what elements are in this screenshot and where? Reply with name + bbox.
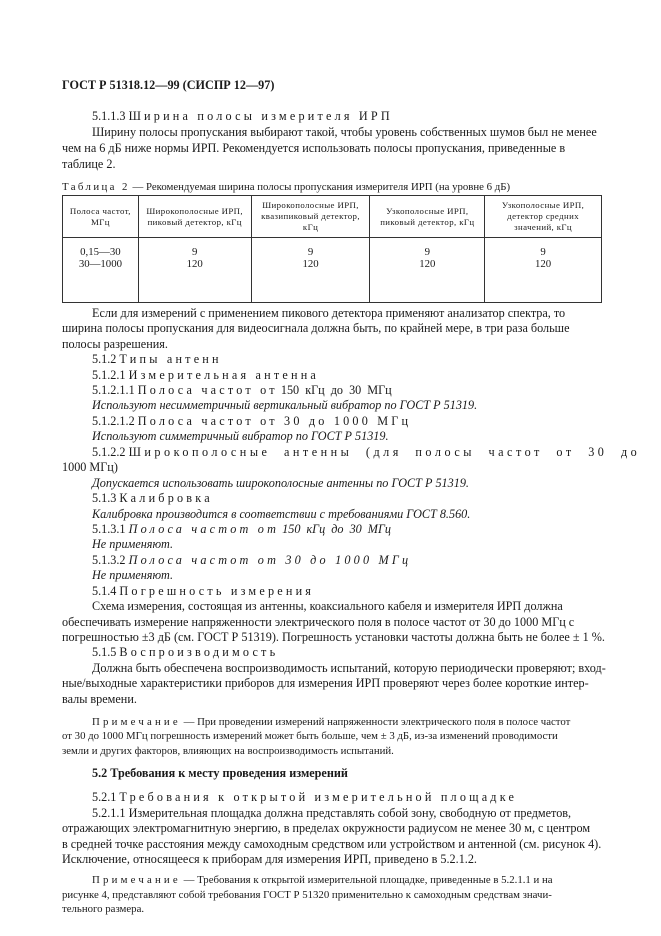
text-line: обеспечивать измерение напряженности электрического поля в полосе частот от 30 до 1000 МГц с xyxy=(62,614,575,629)
note-label: Примечание xyxy=(92,715,181,728)
note-line: от 30 до 1000 МГц погрешность измерений может быть больше, чем ± 3 дБ, из-за изменений проводимости xyxy=(62,730,558,743)
section-52-heading: 5.2 Требования к месту проведения измерений xyxy=(92,766,348,781)
section-5122-heading: 5.1.2.2 Широкополосные антенны (для полосы частот от 30 до xyxy=(92,444,641,459)
section-51211-heading: 5.1.2.1.1 Полоса частот от 150 кГц до 30 МГц xyxy=(92,382,392,397)
text-line: чем на 6 дБ ниже нормы ИРП. Рекомендуется использовать полосы пропускания, приведенные в xyxy=(62,141,566,155)
section-title: Ширина полосы измерителя ИРП xyxy=(128,109,393,123)
text-line: Схема измерения, состоящая из антенны, коаксиального кабеля и измерителя ИРП должна xyxy=(92,599,563,614)
table-cell-value: 9 120 xyxy=(485,238,602,303)
text-line: отражающих электромагнитную энергию, в пределах окружности радиусом не менее 30 м, с центром xyxy=(62,821,591,836)
section-number: 5.1.1.3 xyxy=(92,109,126,123)
table-caption-text: — Рекомендуемая ширина полосы пропускания измерителя ИРП (на уровне 6 дБ) xyxy=(132,181,511,193)
text-line: Калибровка производится в соответствии с требованиями ГОСТ 8.560. xyxy=(92,506,471,521)
table-header-cell: Широкополосные ИРП, пиковый детектор, кГц xyxy=(138,196,251,238)
table-cell-value: 9 120 xyxy=(138,238,251,303)
table-header-row xyxy=(63,196,602,238)
table-header-cell: Узкополосные ИРП, пиковый детектор, кГц xyxy=(370,196,485,238)
text-line: Используют симметричный вибратор по ГОСТ Р 51319. xyxy=(92,429,389,444)
text-line: 5.2.1.1 Измерительная площадка должна представлять собой зону, свободную от предметов, xyxy=(92,805,572,820)
note-line: Примечание — Требования к открытой измерительной площадке, приведенные в 5.2.1.1 и на xyxy=(92,874,553,887)
section-521-heading: 5.2.1 Требования к открытой измерительной площадке xyxy=(92,790,518,805)
text-line: Не применяют. xyxy=(92,537,174,552)
text-line: ные/выходные характеристики приборов для измерения ИРП проверяют через более короткие интер- xyxy=(62,676,589,691)
table-caption xyxy=(62,180,510,194)
section-5122-heading-cont: 1000 МГц) xyxy=(62,460,118,475)
section-513-heading: 5.1.3 Калибровка xyxy=(92,491,213,506)
section-515-heading: 5.1.5 Воспроизводимость xyxy=(92,645,279,660)
text-line: Допускается использовать широкополосные антенны по ГОСТ Р 51319. xyxy=(92,475,469,490)
section-5132-heading: 5.1.3.2 Полоса частот от 30 до 1000 МГц xyxy=(92,552,412,567)
note-line: земли и других факторов, влияющих на воспроизводимость испытаний. xyxy=(62,744,394,757)
note-line: Примечание — При проведении измерений напряженности электрического поля в полосе частот xyxy=(92,715,571,728)
section-5121-heading: 5.1.2.1 Измерительная антенна xyxy=(92,367,320,382)
text-line: валы времени. xyxy=(62,691,137,706)
table-header-cell: Полоса частот, МГц xyxy=(63,196,139,238)
note-line: рисунке 4, представляют собой требования ГОСТ Р 51320 применительно к самоходным средствам значи- xyxy=(62,888,552,901)
section-5113-heading xyxy=(92,109,393,125)
text-line: Исключение, относящееся к приборам для измерения ИРП, приведено в 5.2.1.2. xyxy=(62,851,477,866)
text-line: Если для измерений с применением пикового детектора применяют анализатор спектра, то xyxy=(92,305,566,320)
table-caption-label: Таблица 2 xyxy=(62,181,130,193)
section-514-heading: 5.1.4 Погрешность измерения xyxy=(92,583,315,598)
section-512-heading: 5.1.2 Типы антенн xyxy=(92,352,222,367)
note-line: тельного размера. xyxy=(62,903,145,916)
bandwidth-table xyxy=(62,195,602,303)
text-line: погрешностью ±3 дБ (см. ГОСТ Р 51319). Погрешность установки частоты должна быть не более ± 1 %. xyxy=(62,630,605,645)
text-line: полосы разрешения. xyxy=(62,336,168,351)
text-line: в средней точке расстояния между самоходным средством или устройством и антенной (см. рисунок 4). xyxy=(62,836,602,851)
table-header-cell: Широкополосные ИРП, квазипиковый детектор, кГц xyxy=(251,196,370,238)
text-line: Должна быть обеспечена воспроизводимость испытаний, которую периодически проверяют; вход- xyxy=(92,660,606,675)
section-5131-heading: 5.1.3.1 Полоса частот от 150 кГц до 30 МГц xyxy=(92,521,391,536)
text-line: Не применяют. xyxy=(92,568,174,583)
table-cell-value: 9 120 xyxy=(370,238,485,303)
table-cell-band: 0,15—30 30—1000 xyxy=(63,238,139,303)
table-row xyxy=(63,238,602,303)
page-header: ГОСТ Р 51318.12—99 (СИСПР 12—97) xyxy=(62,78,275,92)
table-header-cell: Узкополосные ИРП, детектор средних значений, кГц xyxy=(485,196,602,238)
note-label: Примечание xyxy=(92,874,181,887)
text-line: Используют несимметричный вертикальный вибратор по ГОСТ Р 51319. xyxy=(92,398,478,413)
table-cell-value: 9 120 xyxy=(251,238,370,303)
section-51212-heading: 5.1.2.1.2 Полоса частот от 30 до 1000 МГц xyxy=(92,413,412,428)
text-line: ширина полосы пропускания для видеосигнала должна быть, по крайней мере, в три раза больше xyxy=(62,321,570,336)
text-line: таблице 2. xyxy=(62,157,116,171)
text-line: Ширину полосы пропускания выбирают такой, чтобы уровень собственных шумов был не менее xyxy=(92,125,597,139)
